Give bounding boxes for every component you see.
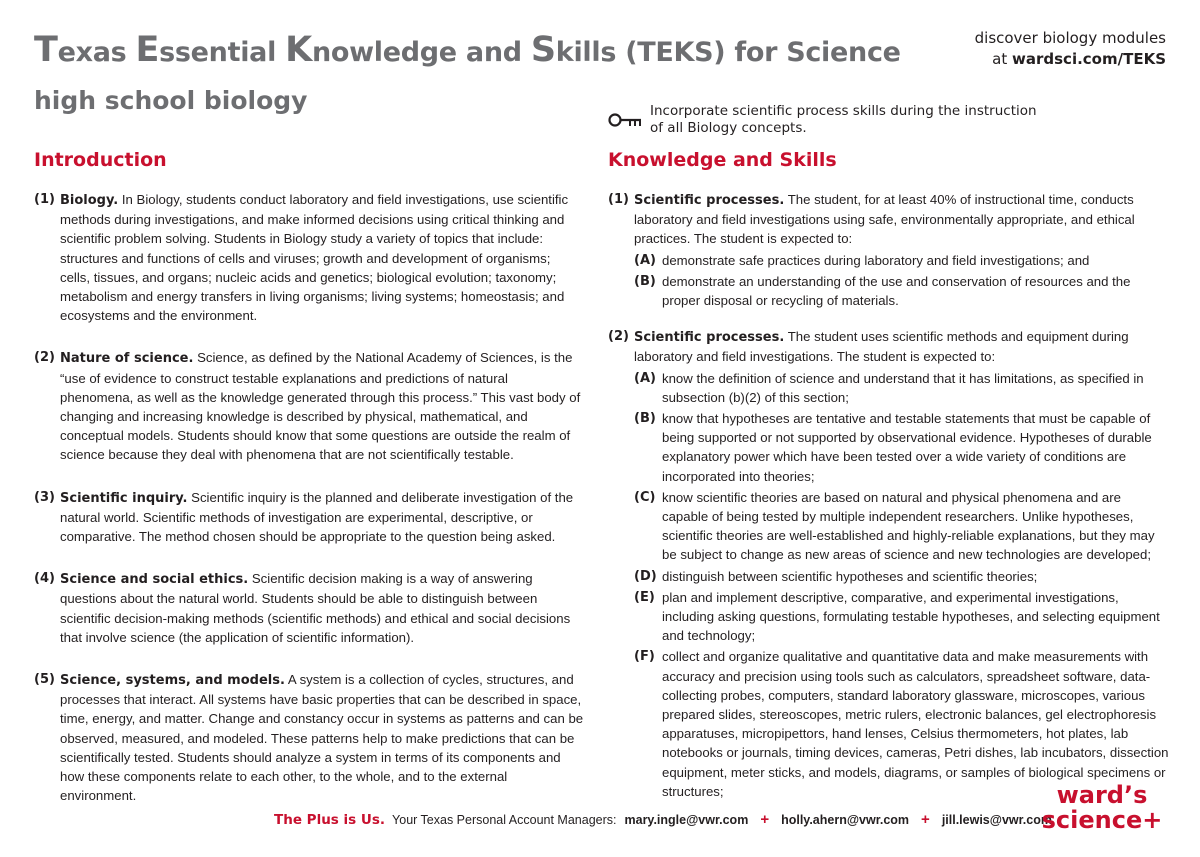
skill-subitem: (A) demonstrate safe practices during laboratory and field investigations; and xyxy=(634,252,1090,268)
svg-text:science+: science+ xyxy=(1041,806,1163,833)
skill-subitem: (C) know scientific theories are based on natural and physical phenomena and are capable of being tested by multiple independent researchers. Unlike hypotheses, scientific theories are well-established and highly-reliable explanations, but they may be subject to change as new areas of science and new technologies are developed; xyxy=(634,489,1155,563)
skill-subitem: (F) collect and organize qualitative and quantitative data and make measurements with accuracy and precision using tools such as calculators, spreadsheet software, data-collecting probes, computers, standard laboratory glassware, microscopes, various prepared slides, stereoscopes, metric rulers, electronic balances, gel electrophoresis apparatuses, micropipettors, hand lenses, Celsius thermometers, hot plates, lab notebooks or journals, timing devices, cameras, Petri dishes, lab incubators, dissection equipment, meter sticks, and models, diagrams, or samples of biological specimens or structures; xyxy=(634,649,1169,799)
skill-item: (1) Scientific processes. The student, for at least 40% of instructional time, conducts laboratory and field investigations using safe, environmentally appropriate, and ethical practices. The student is expected to: (A) demonstrate safe practices during laboratory and field investigations; and (B) demonstrate an understanding of the use and conservation of resources and the proper disposal or recycling of materials. xyxy=(608,190,1170,310)
discover-url-link[interactable]: wardsci.com/TEKS xyxy=(1012,50,1166,68)
title-word-3: Knowledge and xyxy=(285,30,531,70)
skill-subitem: (D) distinguish between scientific hypotheses and scientific theories; xyxy=(634,568,1038,584)
footer-email-mary[interactable]: mary.ingle@vwr.com xyxy=(624,812,749,827)
footer-email-holly[interactable]: holly.ahern@vwr.com xyxy=(781,812,910,827)
key-note-line-1: Incorporate scientific process skills during the instruction xyxy=(650,103,1037,119)
plus-icon: + xyxy=(760,811,770,828)
footer xyxy=(274,811,1052,828)
intro-item: (3) Scientific inquiry. Scientific inquiry is the planned and deliberate investigation of the natural world. Scientific methods of investigation are experimental, descriptive, or comparative. The method chosen should be appropriate to the question being asked. xyxy=(34,489,574,545)
title-word-4: Skills (TEKS) for Science xyxy=(530,30,901,70)
intro-item: (5) Science, systems, and models. A system is a collection of cycles, structures, and processes that interact. All systems have basic properties that can be described in space, time, energy, and matter. Change and constancy occur in systems as patterns and can be observed, measured, and modeled. These patterns help to make predictions that can be scientifically tested. Students should analyze a system in terms of its components and how these components relate to each other, to the whole, and to the external environment. xyxy=(34,672,584,804)
skill-item: (2) Scientific processes. The student uses scientific methods and equipment during laboratory and field investigations. The student is expected to: (A) know the definition of science and understand that it has limitations, as specified in subsection (b)(2) of this section; (B) know that hypotheses are tentative and testable statements that must be capable of being supported or not supported by observational evidence. Hypotheses of durable explanatory power which have been tested over a wide variety of conditions are incorporated into theories; (C) know scientific theories are based on natural and physical phenomena and are capable of being tested by multiple independent researchers. Unlike hypotheses, scientific theories are well-established and highly-reliable explanations, but they may be subject to change as new areas of science and new technologies are developed; (D) distinguish between scientific hypotheses and scientific theories; (E) plan and implement descriptive, comparative, and experimental investigations, including asking questions, formulating testable hypotheses, and selecting equipment and technology; (F) collect and organize qualitative and quantitative data and make measurements with accuracy and precision using tools such as calculators, spreadsheet software, data-collecting probes, computers, standard laboratory glassware, microscopes, various prepared slides, stereoscopes, metric rulers, electronic balances, gel electrophoresis apparatuses, micropipettors, hand lenses, Celsius thermometers, hot plates, lab notebooks or journals, timing devices, cameras, Petri dishes, lab incubators, dissection equipment, meter sticks, and models, diagrams, or samples of biological specimens or structures; xyxy=(608,327,1170,801)
wards-science-logo xyxy=(1036,781,1168,833)
title-word-2: Essential xyxy=(135,30,286,70)
key-note-line-2: of all Biology concepts. xyxy=(650,120,807,136)
skill-subitem: (A) know the definition of science and understand that it has limitations, as specified in subsection (b)(2) of this section; xyxy=(634,370,1144,405)
footer-email-jill[interactable]: jill.lewis@vwr.com xyxy=(941,812,1052,827)
discover-modules xyxy=(975,28,1166,70)
title-word-1: Texas xyxy=(34,30,136,70)
intro-item: (2) Nature of science. Science, as defined by the National Academy of Sciences, is the “use of evidence to construct testable explanations and predictions of natural phenomena, as well as the knowledge generated through this process.” This vast body of changing and increasing knowledge is described by physical, mathematical, and conceptual models. Students should know that some questions are outside the realm of science because they deal with phenomena that are not scientifically testable. xyxy=(34,350,581,463)
intro-item: (4) Science and social ethics. Scientific decision making is a way of answering questions about the natural world. Students should be able to distinguish between scientific decision-making methods (scientific methods) and ethical and social decisions that involve science (the application of scientific information). xyxy=(34,571,571,645)
knowledge-skills-column xyxy=(608,190,1170,801)
process-skills-note xyxy=(608,103,1037,137)
page-title xyxy=(34,30,901,70)
discover-url-line: at wardsci.com/TEKS xyxy=(992,50,1166,68)
knowledge-skills-heading: Knowledge and Skills xyxy=(608,149,837,171)
intro-item: (1) Biology. In Biology, students conduct laboratory and field investigations, use scientific methods during investigations, and make informed decisions using critical thinking and scientific problem solving. Students in Biology study a variety of topics that include: structures and functions of cells and viruses; growth and development of organisms; cells, tissues, and organs; nucleic acids and genetics; biological evolution; taxonomy; metabolism and energy transfers in living organisms; living systems; homeostasis; and ecosystems and the environment. xyxy=(34,192,569,324)
svg-text:ward’s: ward’s xyxy=(1056,781,1148,809)
footer-tagline: The Plus is Us. xyxy=(274,811,386,828)
introduction-heading: Introduction xyxy=(34,149,167,171)
discover-line: discover biology modules xyxy=(974,29,1166,47)
key-icon xyxy=(608,111,642,129)
footer-managers-label: Your Texas Personal Account Managers: xyxy=(392,812,617,827)
plus-icon: + xyxy=(921,811,930,828)
introduction-column xyxy=(34,190,584,805)
page-subtitle: high school biology xyxy=(34,86,308,115)
skill-subitem: (B) know that hypotheses are tentative and testable statements that must be capable of being supported or not supported by observational evidence. Hypotheses of durable explanatory power which have been tested over a wide variety of conditions are incorporated into theories; xyxy=(634,411,1152,484)
skill-subitem: (B) demonstrate an understanding of the use and conservation of resources and the proper disposal or recycling of materials. xyxy=(634,273,1131,309)
skill-subitem: (E) plan and implement descriptive, comparative, and experimental investigations, including asking questions, formulating testable hypotheses, and selecting equipment and technology; xyxy=(634,589,1160,644)
